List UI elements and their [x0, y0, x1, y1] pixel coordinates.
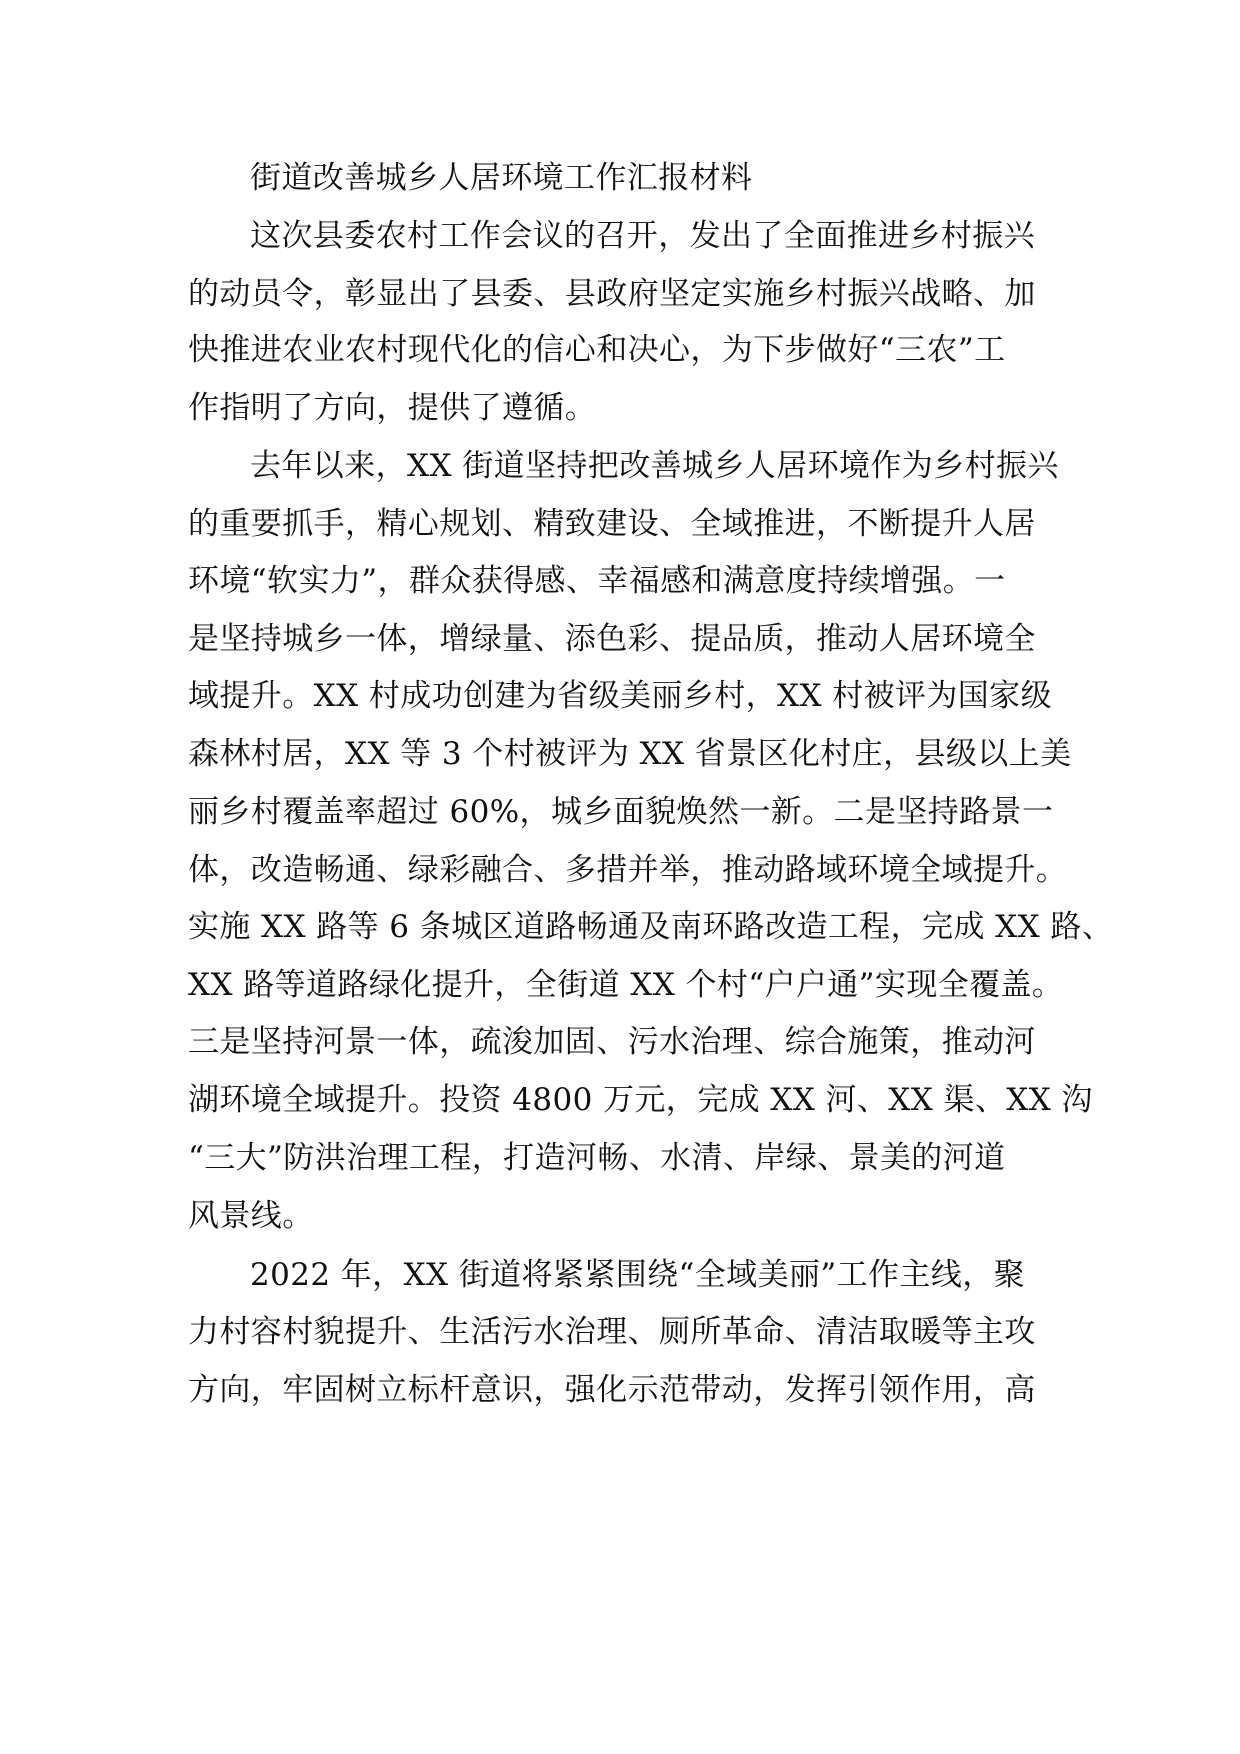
- paragraph-line: 三是坚持河景一体，疏浚加固、污水治理、综合施策，推动河: [188, 1024, 1036, 1060]
- paragraph-line: 域提升。XX 村成功创建为省级美丽乡村，XX 村被评为国家级: [188, 678, 1052, 714]
- paragraph-line: 湖环境全域提升。投资 4800 万元，完成 XX 河、XX 渠、XX 沟: [188, 1082, 1093, 1118]
- paragraph-line: 2022 年，XX 街道将紧紧围绕“全域美丽”工作主线，聚: [250, 1257, 1026, 1293]
- paragraph-line: 风景线。: [188, 1198, 314, 1234]
- paragraph-line: 实施 XX 路等 6 条城区道路畅通及南环路改造工程，完成 XX 路、: [188, 909, 1114, 945]
- paragraph-line: 的动员令，彰显出了县委、县政府坚定实施乡村振兴战略、加: [188, 276, 1036, 312]
- paragraph-line: 快推进农业农村现代化的信心和决心，为下步做好“三农”工: [188, 332, 1006, 368]
- paragraph-line: XX 路等道路绿化提升，全街道 XX 个村“户户通”实现全覆盖。: [188, 967, 1064, 1003]
- paragraph-line: 这次县委农村工作会议的召开，发出了全面推进乡村振兴: [250, 218, 1035, 254]
- paragraph-line: 森林村居，XX 等 3 个村被评为 XX 省景区化村庄，县级以上美: [188, 736, 1072, 772]
- paragraph-line: 丽乡村覆盖率超过 60%，城乡面貌焕然一新。二是坚持路景一: [188, 794, 1054, 830]
- paragraph-line: 力村容村貌提升、生活污水治理、厕所革命、清洁取暖等主攻: [188, 1314, 1036, 1350]
- paragraph-line: 体，改造畅通、绿彩融合、多措并举，推动路域环境全域提升。: [188, 852, 1068, 888]
- document-title: 街道改善城乡人居环境工作汇报材料: [250, 160, 753, 196]
- paragraph-line: 环境“软实力”，群众获得感、幸福感和满意度持续增强。一: [188, 563, 1006, 599]
- paragraph-line: 作指明了方向，提供了遵循。: [188, 390, 597, 426]
- paragraph-line: “三大”防洪治理工程，打造河畅、水清、岸绿、景美的河道: [188, 1140, 1006, 1176]
- paragraph-line: 是坚持城乡一体，增绿量、添色彩、提品质，推动人居环境全: [188, 621, 1036, 657]
- paragraph-line: 去年以来，XX 街道坚持把改善城乡人居环境作为乡村振兴: [250, 448, 1059, 484]
- paragraph-line: 方向，牢固树立标杆意识，强化示范带动，发挥引领作用，高: [188, 1372, 1036, 1408]
- paragraph-line: 的重要抓手，精心规划、精致建设、全域推进，不断提升人居: [188, 506, 1036, 542]
